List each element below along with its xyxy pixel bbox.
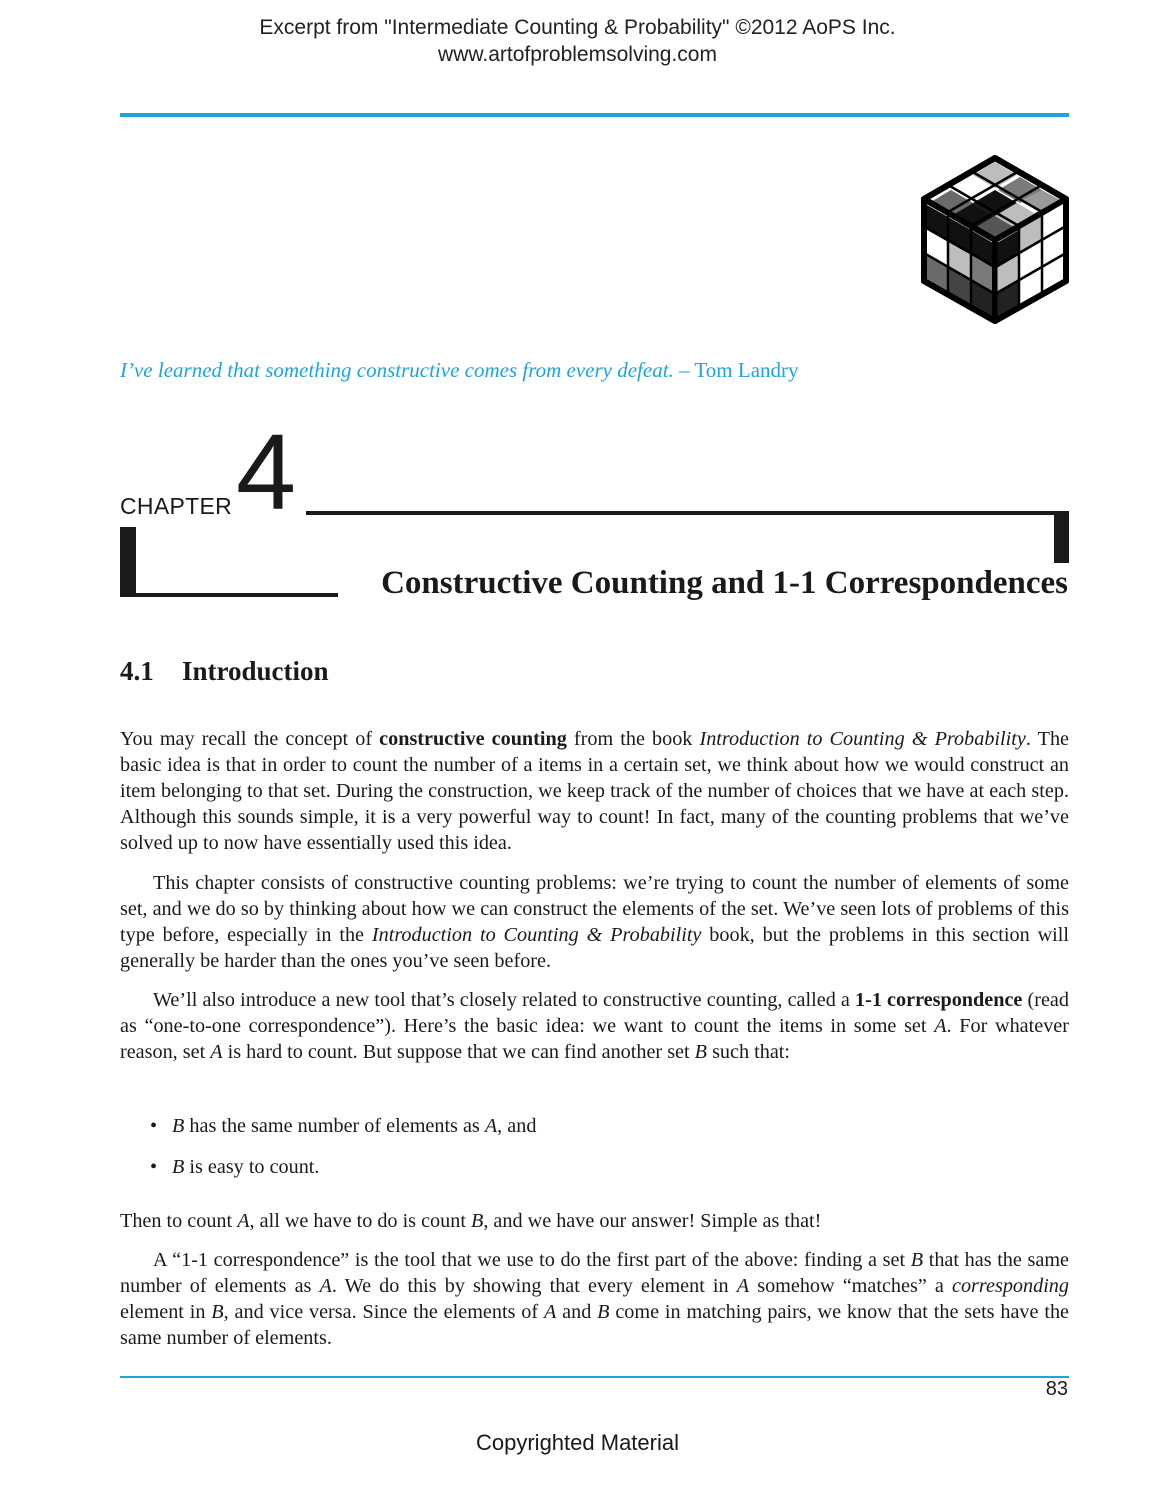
bottom-rule [120, 1376, 1069, 1378]
text: , and vice versa. Since the elements of [223, 1301, 544, 1323]
math-var: B [910, 1249, 924, 1271]
text: and [556, 1301, 598, 1323]
text: (read as “one-to-one correspondence”). Here’s the basic idea: we want to count the items in some set [120, 989, 1069, 1037]
text: , and we have our answer! Simple as that! [483, 1210, 822, 1232]
math-var: A [736, 1275, 750, 1297]
paragraph-2 [120, 870, 1069, 974]
text: . We do this by showing that every element in [331, 1275, 737, 1297]
text: such that: [707, 1041, 790, 1063]
paragraph-3 [120, 987, 1069, 1065]
bullet-icon: • [150, 1115, 158, 1137]
term-constructive-counting: constructive counting [379, 728, 567, 750]
math-var: A [237, 1210, 250, 1232]
text: is easy to count. [184, 1156, 320, 1178]
website-url: www.artofproblemsolving.com [438, 43, 717, 66]
bullet-item [150, 1115, 536, 1138]
chapter-label: CHAPTER [120, 493, 233, 519]
math-var: B [470, 1210, 484, 1232]
chapter-rule-left-cap [120, 527, 136, 597]
text: We’ll also introduce a new tool that’s closely related to constructive counting, called a [153, 989, 856, 1011]
chapter-title: Constructive Counting and 1-1 Correspondences [381, 565, 1068, 601]
math-var: A [210, 1041, 223, 1063]
epigraph-text: I’ve learned that something constructive comes from every defeat. [120, 358, 674, 382]
text: come in matching pairs, we know that the sets have the same number of elements. [120, 1301, 1069, 1349]
page-number: 83 [1045, 1378, 1068, 1400]
math-var: A [319, 1275, 332, 1297]
book-title: Introduction to Counting & Probability [371, 924, 702, 946]
text: You may recall the concept of [120, 728, 380, 750]
text: A “1-1 correspondence” is the tool that we use to do the first part of the above: finding a set [153, 1249, 911, 1271]
epigraph [120, 358, 799, 383]
term-1-1-correspondence: 1-1 correspondence [855, 989, 1023, 1011]
math-var: B [172, 1156, 185, 1178]
math-var: A [934, 1015, 947, 1037]
math-var: A [484, 1115, 498, 1137]
text: . For whatever reason, set [120, 1015, 1069, 1063]
math-var: B [597, 1301, 610, 1323]
text: , and [497, 1115, 537, 1137]
text: from the book [566, 728, 700, 750]
section-title: Introduction [182, 656, 329, 686]
text: has the same number of elements as [184, 1115, 485, 1137]
text: that has the same number of elements as [120, 1249, 1069, 1297]
epigraph-attribution: – Tom Landry [679, 358, 799, 382]
math-var: B [694, 1041, 708, 1063]
text: somehow “matches” a [749, 1275, 952, 1297]
paragraph-5 [120, 1247, 1069, 1351]
excerpt-header: Excerpt from "Intermediate Counting & Probability" ©2012 AoPS Inc. [259, 16, 896, 39]
emphasis: corresponding [951, 1275, 1069, 1297]
text: Then to count [120, 1210, 238, 1232]
bullet-icon: • [150, 1156, 158, 1178]
math-var: B [211, 1301, 224, 1323]
chapter-rule-right-cap [1054, 511, 1069, 563]
rubiks-cube-icon [920, 155, 1070, 325]
copyright-footer: Copyrighted Material [476, 1430, 679, 1455]
chapter-rule-top [306, 511, 1055, 515]
math-var: B [172, 1115, 185, 1137]
text: element in [120, 1301, 212, 1323]
paragraph-1 [120, 726, 1069, 856]
chapter-number: 4 [236, 411, 297, 532]
top-rule [120, 113, 1069, 117]
book-title: Introduction to Counting & Probability [699, 728, 1026, 750]
section-number: 4.1 [120, 656, 154, 686]
bullet-item [150, 1156, 319, 1179]
text: is hard to count. But suppose that we can find another set [222, 1041, 695, 1063]
paragraph-4 [120, 1208, 1069, 1234]
math-var: A [543, 1301, 557, 1323]
text: . The basic idea is that in order to count the number of a items in a certain set, we think about how we would construct an item belonging to that set. During the construction, we keep track of the number of choices that we have at each step. Although this sounds simple, it is a very powerful way to count! In fact, many of the counting problems that we’ve solved up to now have essentially used this idea. [120, 728, 1069, 854]
chapter-rule-bottom [120, 593, 338, 597]
text: , all we have to do is count [249, 1210, 471, 1232]
text: This chapter consists of constructive counting problems: we’re trying to count the number of elements of some set, and we do so by thinking about how we can construct the elements of the set. We’ve seen lots of problems of this type before, especially in the [120, 872, 1069, 946]
text: book, but the problems in this section will generally be harder than the ones you’ve seen before. [120, 924, 1069, 972]
